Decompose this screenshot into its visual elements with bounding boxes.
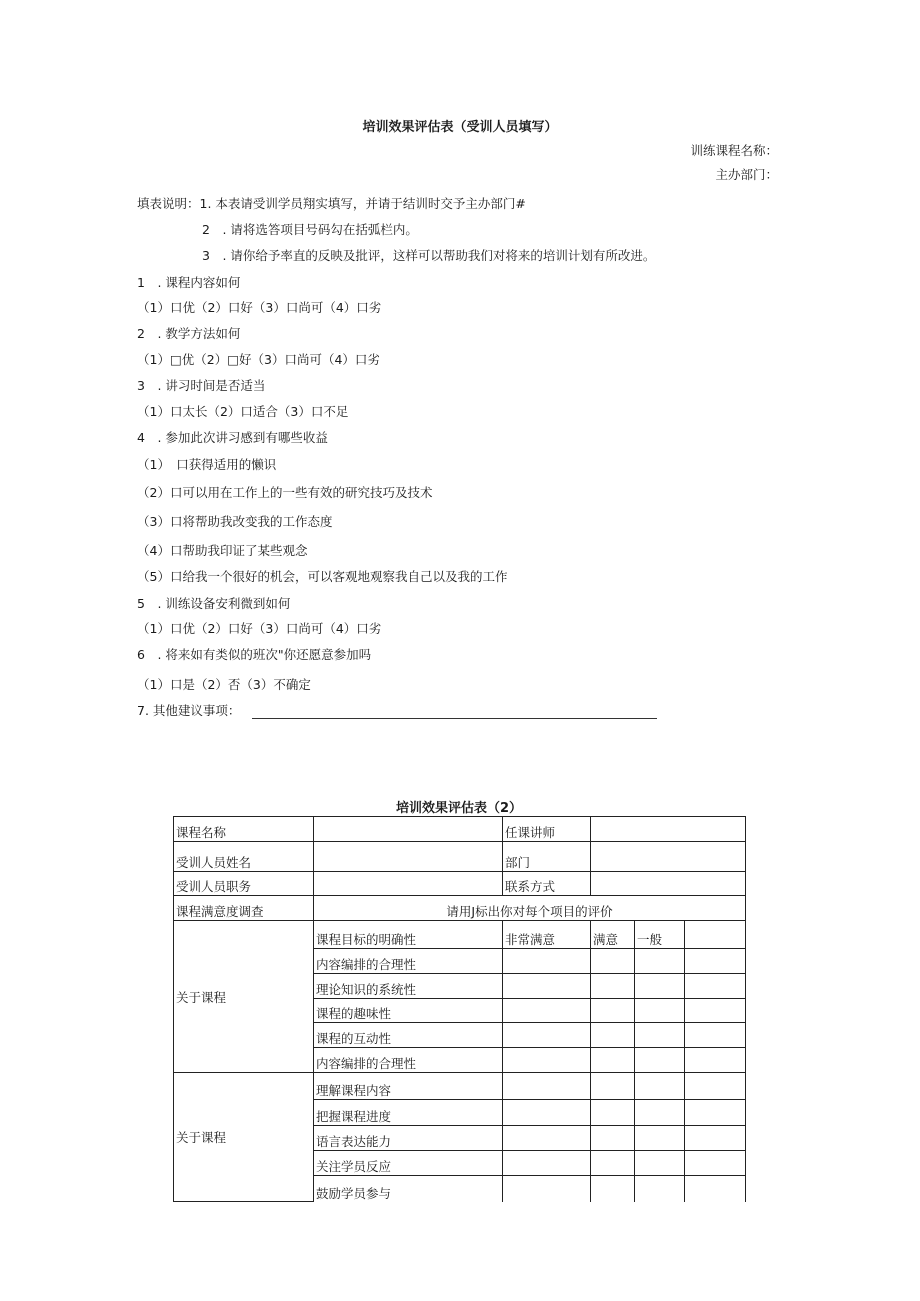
question-4-option-4[interactable]: （4）口帮助我印证了某些观念: [137, 543, 308, 558]
question-3: 3 . 讲习时间是否适当: [137, 378, 266, 393]
rating-cell[interactable]: [591, 1151, 635, 1176]
group-2-item: 语言表达能力: [314, 1126, 503, 1151]
group-2-label: 关于课程: [174, 1073, 314, 1202]
rating-cell[interactable]: [635, 999, 685, 1023]
group-2-item: 把握课程进度: [314, 1100, 503, 1126]
rating-cell[interactable]: [503, 1151, 591, 1176]
question-2-options[interactable]: （1）□优（2）□好（3）口尚可（4）口劣: [137, 352, 380, 367]
rating-cell[interactable]: [635, 1151, 685, 1176]
rating-cell[interactable]: [591, 1176, 635, 1202]
scale-satisfied: 满意: [591, 921, 635, 949]
question-6-options[interactable]: （1）口是（2）否（3）不确定: [137, 677, 311, 692]
rating-cell[interactable]: [635, 1100, 685, 1126]
question-4-option-3[interactable]: （3）口将帮助我改变我的工作态度: [137, 514, 333, 529]
question-7-label: 7. 其他建议事项：: [137, 703, 241, 718]
group-1-item: 课程目标的明确性: [314, 921, 503, 949]
rating-cell[interactable]: [503, 1126, 591, 1151]
form1-title: 培训效果评估表（受训人员填写）: [362, 120, 558, 135]
form2-title: 培训效果评估表（2）: [395, 801, 523, 816]
question-6: 6 . 将来如有类似的班次"你还愿意参加吗: [137, 647, 372, 662]
rating-cell[interactable]: [635, 1176, 685, 1202]
rating-cell[interactable]: [591, 1126, 635, 1151]
trainee-position-cell: 受训人员职务: [174, 872, 314, 896]
question-4-option-5[interactable]: （5）口给我一个很好的机会，可以客观地观察我自己以及我的工作: [137, 569, 508, 584]
rating-cell[interactable]: [685, 1100, 746, 1126]
rating-cell[interactable]: [503, 1100, 591, 1126]
department-cell: 部门: [503, 842, 591, 872]
question-2: 2 . 教学方法如何: [137, 326, 241, 341]
group-1-item: 课程的趣味性: [314, 999, 503, 1023]
question-1: 1 . 课程内容如何: [137, 275, 241, 290]
rating-cell[interactable]: [635, 1126, 685, 1151]
rating-cell[interactable]: [635, 1023, 685, 1048]
question-5-options[interactable]: （1）口优（2）口好（3）口尚可（4）口劣: [137, 621, 382, 636]
rating-cell[interactable]: [591, 1073, 635, 1100]
rating-cell[interactable]: [503, 1048, 591, 1073]
rating-cell[interactable]: [591, 974, 635, 999]
question-7: [137, 701, 657, 719]
group-1-item: 内容编排的合理性: [314, 949, 503, 974]
rating-cell[interactable]: [685, 1176, 746, 1202]
question-5: 5 . 训练设备安利微到如何: [137, 596, 291, 611]
trainee-position-input[interactable]: [314, 872, 503, 896]
group-2-item: 鼓励学员参与: [314, 1176, 503, 1202]
trainee-name-cell: 受训人员姓名: [174, 842, 314, 872]
rating-cell[interactable]: [503, 1073, 591, 1100]
group-2-item: 关注学员反应: [314, 1151, 503, 1176]
instructor-input[interactable]: [591, 817, 746, 842]
question-4-option-1[interactable]: （1） 口获得适用的懒识: [137, 457, 277, 472]
rating-cell[interactable]: [591, 1023, 635, 1048]
rating-cell[interactable]: [503, 949, 591, 974]
rating-cell[interactable]: [591, 949, 635, 974]
question-1-options[interactable]: （1）口优（2）口好（3）口尚可（4）口劣: [137, 300, 382, 315]
rating-cell[interactable]: [685, 999, 746, 1023]
rating-cell[interactable]: [503, 974, 591, 999]
scale-very-satisfied: 非常满意: [503, 921, 591, 949]
rating-cell[interactable]: [685, 1126, 746, 1151]
survey-cell: 课程满意度调查: [174, 896, 314, 921]
group-1-item: 理论知识的系统性: [314, 974, 503, 999]
course-name-label: 训练课程名称：: [690, 143, 778, 158]
suggestion-line[interactable]: [252, 704, 657, 719]
rating-cell[interactable]: [503, 999, 591, 1023]
rating-cell[interactable]: [503, 1023, 591, 1048]
evaluation-table: [173, 816, 746, 1202]
scale-empty: [685, 921, 746, 949]
rating-cell[interactable]: [591, 999, 635, 1023]
course-name-input[interactable]: [314, 817, 503, 842]
trainee-name-input[interactable]: [314, 842, 503, 872]
group-1-item: 课程的互动性: [314, 1023, 503, 1048]
instructor-cell: 任课讲师: [503, 817, 591, 842]
group-2-item: 理解课程内容: [314, 1073, 503, 1100]
department-input[interactable]: [591, 842, 746, 872]
rating-cell[interactable]: [685, 1151, 746, 1176]
rating-cell[interactable]: [685, 949, 746, 974]
rating-cell[interactable]: [685, 1073, 746, 1100]
rating-cell[interactable]: [635, 949, 685, 974]
group-1-label: 关于课程: [174, 921, 314, 1073]
question-4-option-2[interactable]: （2）口可以用在工作上的一些有效的研究技巧及技术: [137, 485, 433, 500]
rating-cell[interactable]: [591, 1048, 635, 1073]
survey-hint: 请用J标出你对每个项目的评价: [314, 896, 746, 921]
question-4: 4 . 参加此次讲习感到有哪些收益: [137, 430, 328, 445]
rating-cell[interactable]: [591, 1100, 635, 1126]
contact-cell: 联系方式: [503, 872, 591, 896]
question-3-options[interactable]: （1）口太长（2）口适合（3）口不足: [137, 404, 349, 419]
instruction-1: 填表说明：1. 本表请受训学员翔实填写，并请于结训时交予主办部门#: [137, 196, 526, 211]
scale-average: 一般: [635, 921, 685, 949]
rating-cell[interactable]: [685, 974, 746, 999]
rating-cell[interactable]: [635, 1048, 685, 1073]
rating-cell[interactable]: [503, 1176, 591, 1202]
rating-cell[interactable]: [635, 974, 685, 999]
rating-cell[interactable]: [685, 1048, 746, 1073]
instruction-3: 3 . 请你给予率直的反映及批评，这样可以帮助我们对将来的培训计划有所改进。: [202, 248, 656, 263]
instruction-2: 2 . 请将选答项目号码勾在括弧栏内。: [202, 222, 418, 237]
rating-cell[interactable]: [635, 1073, 685, 1100]
group-1-item: 内容编排的合理性: [314, 1048, 503, 1073]
rating-cell[interactable]: [685, 1023, 746, 1048]
course-name-cell: 课程名称: [174, 817, 314, 842]
contact-input[interactable]: [591, 872, 746, 896]
department-label: 主办部门：: [715, 167, 778, 182]
